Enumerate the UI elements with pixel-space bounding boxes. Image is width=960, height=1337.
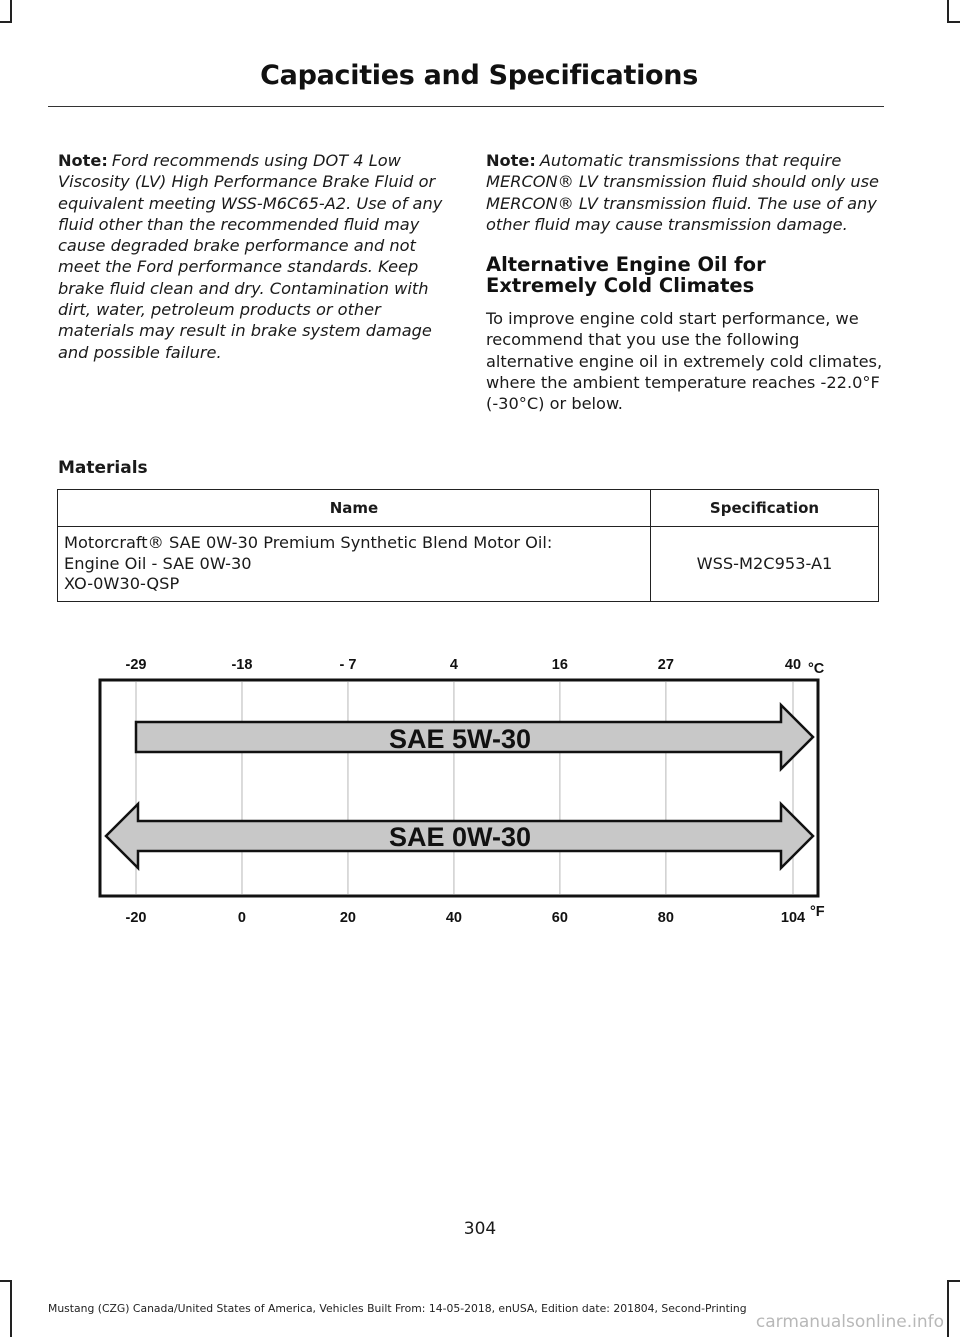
crop-mark-bottom-right-horizontal <box>947 1280 960 1282</box>
fahrenheit-tick-label: 80 <box>657 910 674 926</box>
fahrenheit-tick-label: -20 <box>125 910 147 926</box>
section-heading-line-2: Extremely Cold Climates <box>486 274 755 298</box>
section-heading-line-1: Alternative Engine Oil for <box>486 253 766 277</box>
materials-title: Materials <box>58 458 148 478</box>
band-label-sae-0w-30: SAE 0W-30 <box>388 822 532 852</box>
fahrenheit-tick-label: 0 <box>237 910 247 926</box>
celsius-unit-label: °C <box>808 661 825 677</box>
celsius-tick-label: 40 <box>784 657 802 673</box>
fahrenheit-unit-label: °F <box>810 904 825 920</box>
celsius-tick-label: 27 <box>657 657 674 673</box>
crop-mark-bottom-left-vertical <box>10 1280 12 1337</box>
transmission-note-text: Automatic transmissions that require MERCON® LV transmission fluid should only use MERCON® LV transmission fluid. The use of any other fluid may cause transmission damage. <box>486 151 879 234</box>
page-title: Capacities and Specifications <box>260 60 698 91</box>
crop-mark-bottom-left-horizontal <box>0 1280 12 1282</box>
celsius-tick-label: -18 <box>231 657 253 673</box>
celsius-tick-label: 16 <box>551 657 568 673</box>
watermark: carmanualsonline.info <box>755 1312 944 1332</box>
crop-mark-bottom-right-vertical <box>947 1280 949 1337</box>
band-label-sae-5w-30: SAE 5W-30 <box>388 724 532 754</box>
fahrenheit-axis-labels <box>126 910 806 926</box>
chart-frame <box>100 680 818 896</box>
fahrenheit-tick-label: 60 <box>551 910 568 926</box>
fahrenheit-tick-label: 40 <box>445 910 462 926</box>
column-header-specification: Specification <box>651 490 879 527</box>
footer-text: Mustang (CZG) Canada/United States of America, Vehicles Built From: 14-05-2018, enUSA, Edition date: 201804, Second-Printing <box>48 1302 747 1315</box>
column-header-name: Name <box>58 490 651 527</box>
page-number: 304 <box>463 1219 497 1239</box>
fahrenheit-tick-label: 104 <box>780 910 806 926</box>
note-label: Note: <box>486 151 536 170</box>
material-spec-cell: WSS-M2C953-A1 <box>651 527 879 602</box>
celsius-tick-label: 4 <box>449 657 458 673</box>
celsius-tick-label: -29 <box>125 657 147 673</box>
celsius-axis-labels <box>126 657 802 673</box>
brake-fluid-note-text: Ford recommends using DOT 4 Low Viscosity (LV) High Performance Brake Fluid or equivalent meeting WSS-M6C65-A2. Use of any fluid other than the recommended fluid may cause degraded brake performance and not meet the Ford performance standards. Keep brake fluid clean and dry. Contamination with dirt, water, petroleum products or other materials may result in brake system damage and possible failure. <box>58 151 443 362</box>
note-label: Note: <box>58 151 108 170</box>
material-name-line: Motorcraft® SAE 0W-30 Premium Synthetic Blend Motor Oil: <box>64 533 553 552</box>
section-body: To improve engine cold start performance, we recommend that you use the following alternative engine oil in extremely cold climates, where the ambient temperature reaches -22.0°F (-30°C) or below. <box>486 309 883 414</box>
material-name-line: Engine Oil - SAE 0W-30 <box>64 553 252 573</box>
fahrenheit-tick-label: 20 <box>339 910 357 926</box>
material-name-line: XO-0W30-QSP <box>64 574 180 593</box>
celsius-tick-label: - 7 <box>339 657 357 673</box>
